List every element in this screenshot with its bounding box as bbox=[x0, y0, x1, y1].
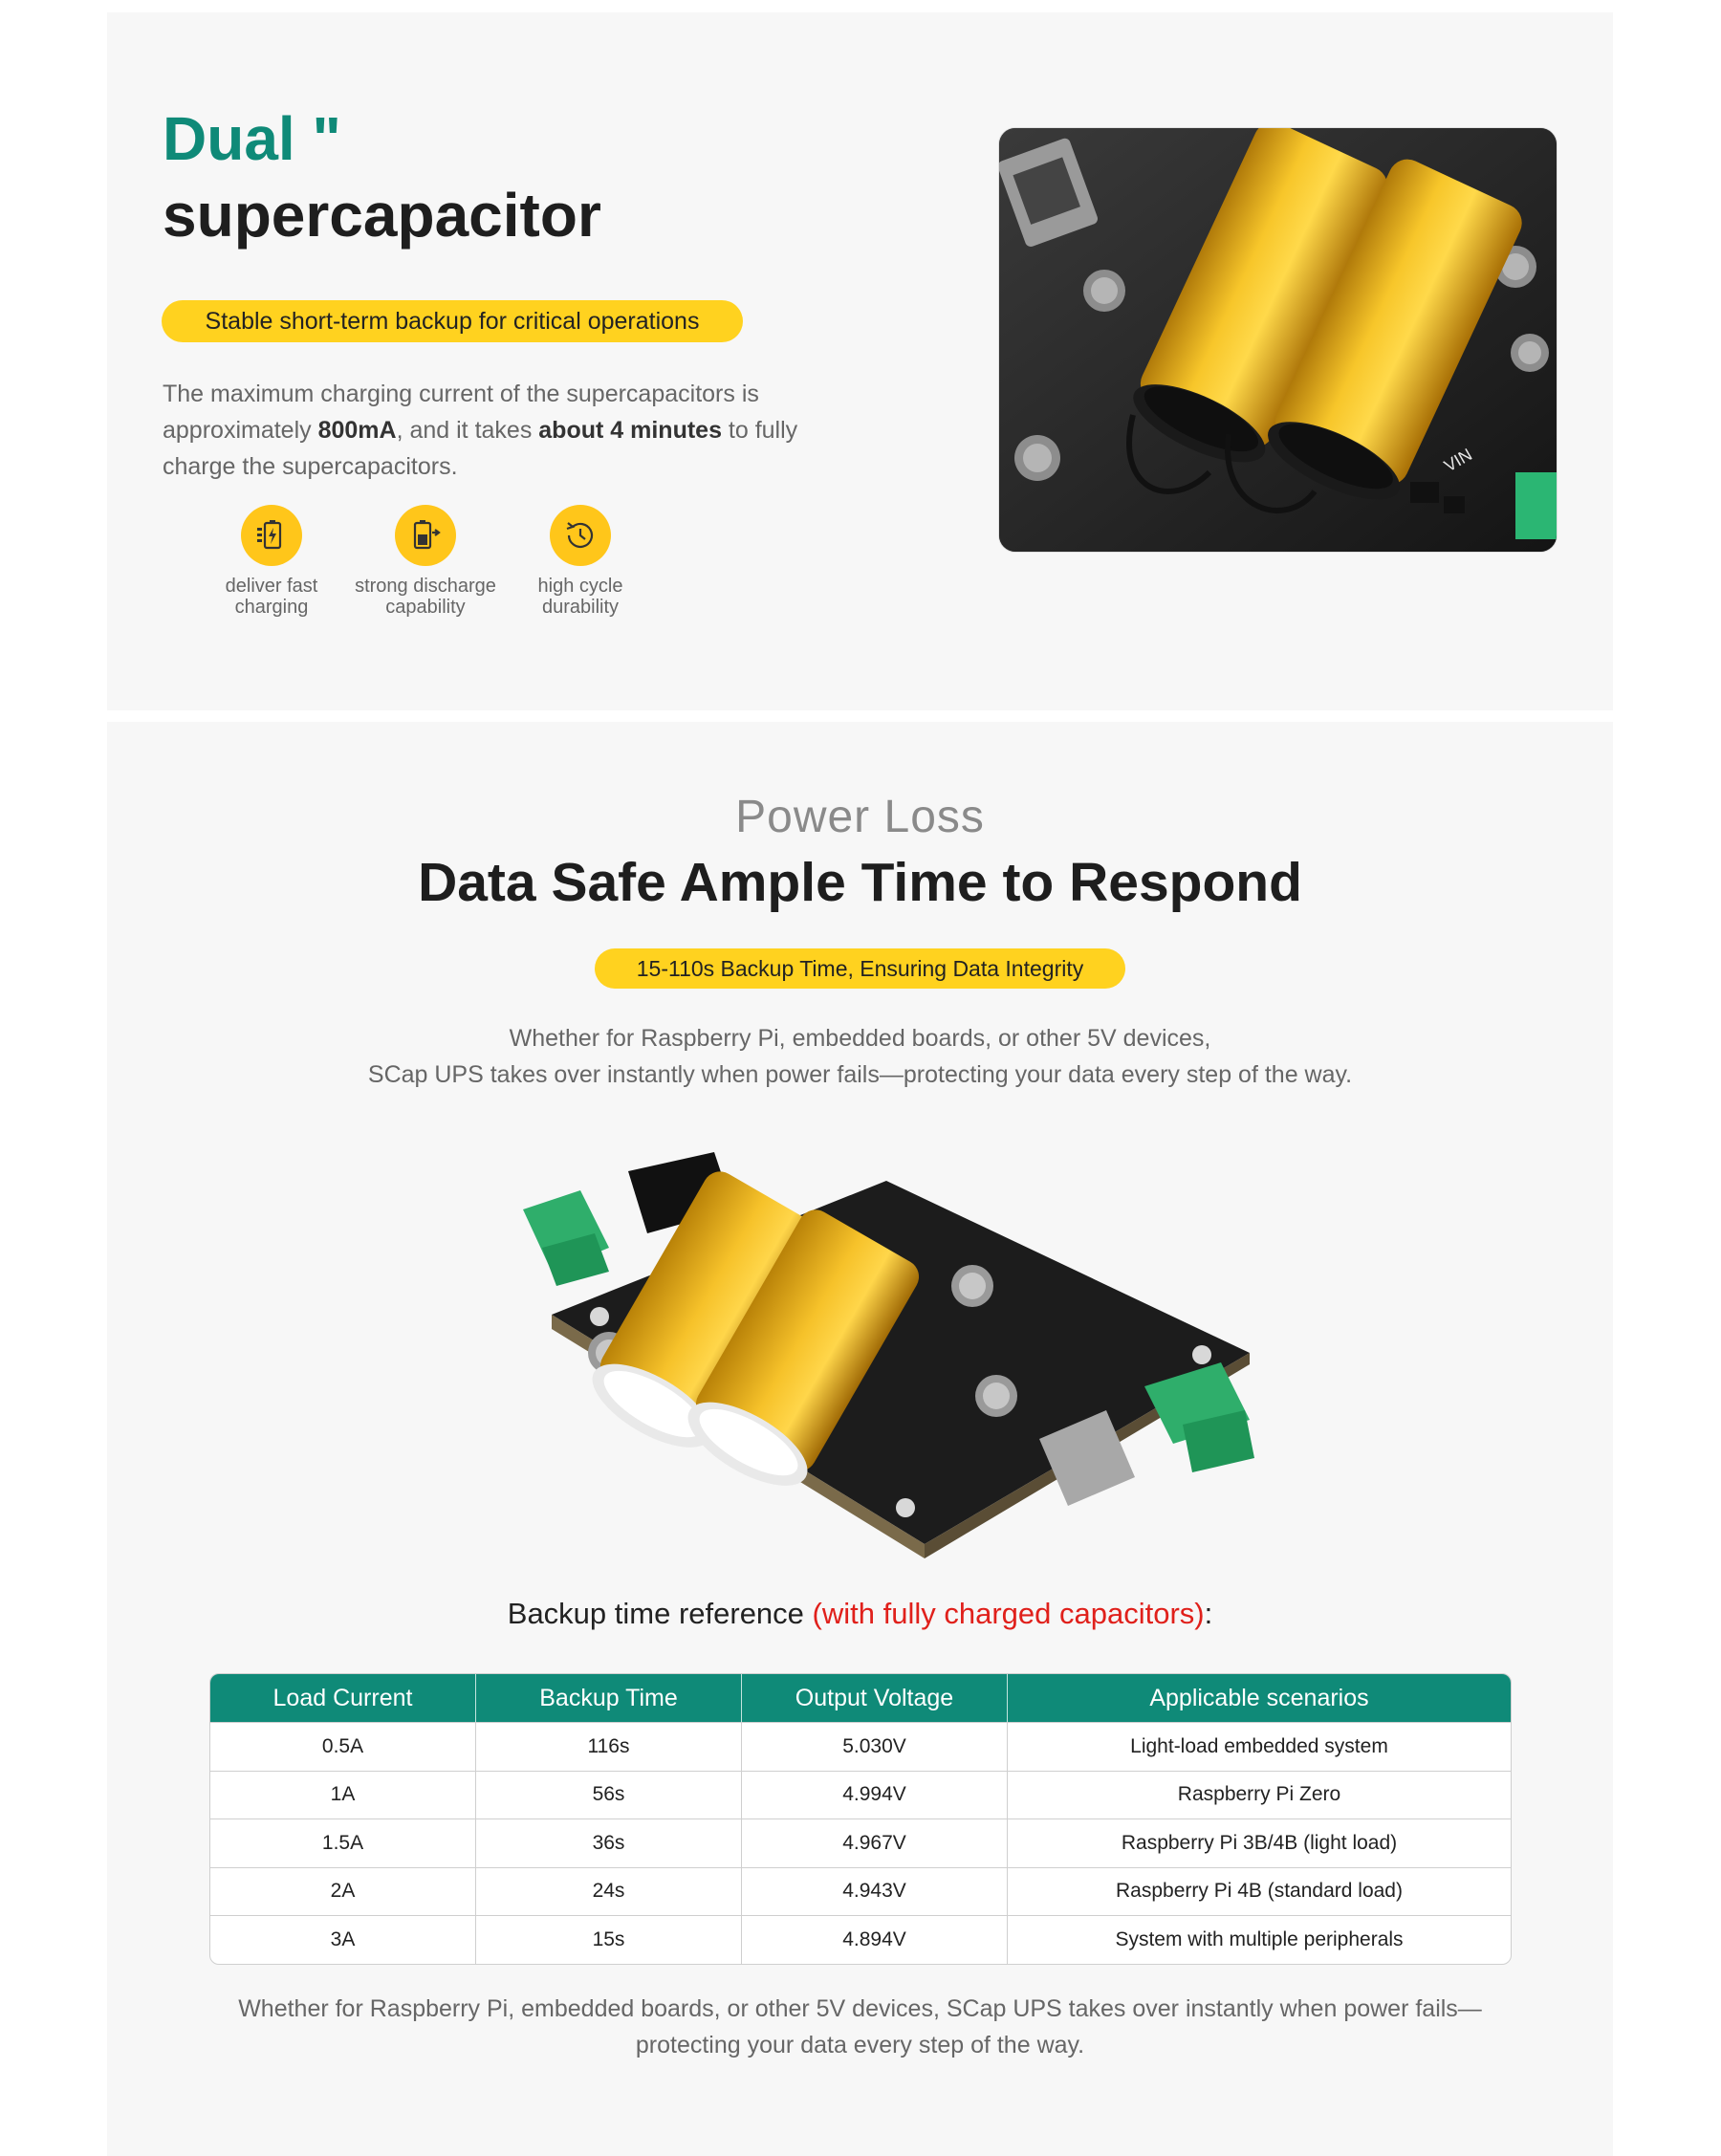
desc-time: about 4 minutes bbox=[538, 417, 722, 444]
feature-label-line2: capability bbox=[385, 597, 466, 618]
desc-current: 800mA bbox=[317, 417, 397, 444]
table-row bbox=[210, 1818, 1511, 1867]
feature-fast-charging bbox=[190, 505, 353, 618]
section-description bbox=[163, 376, 832, 485]
backup-time-badge: 15-110s Backup Time, Ensuring Data Integrity bbox=[595, 948, 1125, 989]
column-header: Load Current bbox=[210, 1674, 476, 1722]
battery-discharge-icon bbox=[395, 505, 456, 566]
table-cell: 116s bbox=[476, 1722, 742, 1771]
feature-label bbox=[344, 576, 507, 618]
column-header: Applicable scenarios bbox=[1008, 1674, 1511, 1722]
backup-time-table bbox=[209, 1673, 1512, 1965]
table-cell: 4.994V bbox=[742, 1771, 1008, 1819]
ref-text: Backup time reference bbox=[507, 1597, 813, 1630]
desc-text-1: The maximum charging current of the supercapacitors is approximately bbox=[163, 381, 759, 444]
battery-charging-icon bbox=[241, 505, 302, 566]
column-header: Backup Time bbox=[476, 1674, 742, 1722]
table-row bbox=[210, 1771, 1511, 1819]
feature-cycle-durability bbox=[499, 505, 662, 618]
feature-label-line1: high cycle bbox=[537, 576, 623, 597]
feature-label-line1: deliver fast bbox=[225, 576, 318, 597]
table-cell: Light-load embedded system bbox=[1008, 1722, 1511, 1771]
footer-description: Whether for Raspberry Pi, embedded boards, or other 5V devices, SCap UPS takes over instantly when power fails—protecting your data every step of the way. bbox=[238, 1995, 1482, 2058]
table-cell: 5.030V bbox=[742, 1722, 1008, 1771]
clock-cycle-icon bbox=[550, 505, 611, 566]
table-cell: 1.5A bbox=[210, 1818, 476, 1867]
section-title bbox=[163, 100, 601, 253]
highlight-badge: Stable short-term backup for critical operations bbox=[162, 300, 743, 342]
table-cell: System with multiple peripherals bbox=[1008, 1915, 1511, 1964]
table-cell: 0.5A bbox=[210, 1722, 476, 1771]
title-line-2: supercapacitor bbox=[163, 181, 601, 250]
desc-text-3: to fully charge the supercapacitors. bbox=[163, 417, 798, 480]
feature-label-line2: durability bbox=[541, 597, 620, 618]
table-cell: Raspberry Pi 4B (standard load) bbox=[1008, 1867, 1511, 1916]
feature-label bbox=[499, 576, 662, 618]
feature-discharge bbox=[344, 505, 507, 618]
table-cell: 3A bbox=[210, 1915, 476, 1964]
power-loss-section bbox=[107, 722, 1613, 2156]
table-cell: 2A bbox=[210, 1867, 476, 1916]
table-row bbox=[210, 1722, 1511, 1771]
ref-colon: : bbox=[1204, 1597, 1213, 1630]
table-header-row bbox=[210, 1674, 1511, 1722]
supercapacitor-section bbox=[107, 12, 1613, 710]
desc-line-1: Whether for Raspberry Pi, embedded boards, or other 5V devices, bbox=[509, 1025, 1211, 1052]
table-cell: 24s bbox=[476, 1867, 742, 1916]
table-cell: 56s bbox=[476, 1771, 742, 1819]
supercapacitor-closeup-image bbox=[998, 127, 1558, 553]
svg-text:VIN: VIN bbox=[1441, 445, 1475, 476]
title-line-1: Dual " bbox=[163, 104, 341, 173]
ups-board-image bbox=[523, 1152, 1269, 1563]
table-cell: Raspberry Pi 3B/4B (light load) bbox=[1008, 1818, 1511, 1867]
table-cell: 4.967V bbox=[742, 1818, 1008, 1867]
backup-reference-heading bbox=[107, 1597, 1613, 1631]
section-title: Data Safe Ample Time to Respond bbox=[418, 852, 1302, 913]
table-cell: Raspberry Pi Zero bbox=[1008, 1771, 1511, 1819]
section-kicker: Power Loss bbox=[735, 792, 985, 842]
feature-label bbox=[190, 576, 353, 618]
ref-note: (with fully charged capacitors) bbox=[812, 1597, 1205, 1630]
table-row bbox=[210, 1867, 1511, 1916]
table-cell: 4.943V bbox=[742, 1867, 1008, 1916]
table-cell: 1A bbox=[210, 1771, 476, 1819]
desc-text-2: , and it takes bbox=[396, 417, 539, 444]
table-cell: 15s bbox=[476, 1915, 742, 1964]
desc-line-2: SCap UPS takes over instantly when power fails—protecting your data every step of the way. bbox=[367, 1061, 1353, 1088]
section-description bbox=[107, 1020, 1613, 1093]
column-header: Output Voltage bbox=[742, 1674, 1008, 1722]
feature-label-line1: strong discharge bbox=[355, 576, 496, 597]
table-cell: 36s bbox=[476, 1818, 742, 1867]
table-row bbox=[210, 1915, 1511, 1964]
table-cell: 4.894V bbox=[742, 1915, 1008, 1964]
feature-label-line2: charging bbox=[234, 597, 309, 618]
